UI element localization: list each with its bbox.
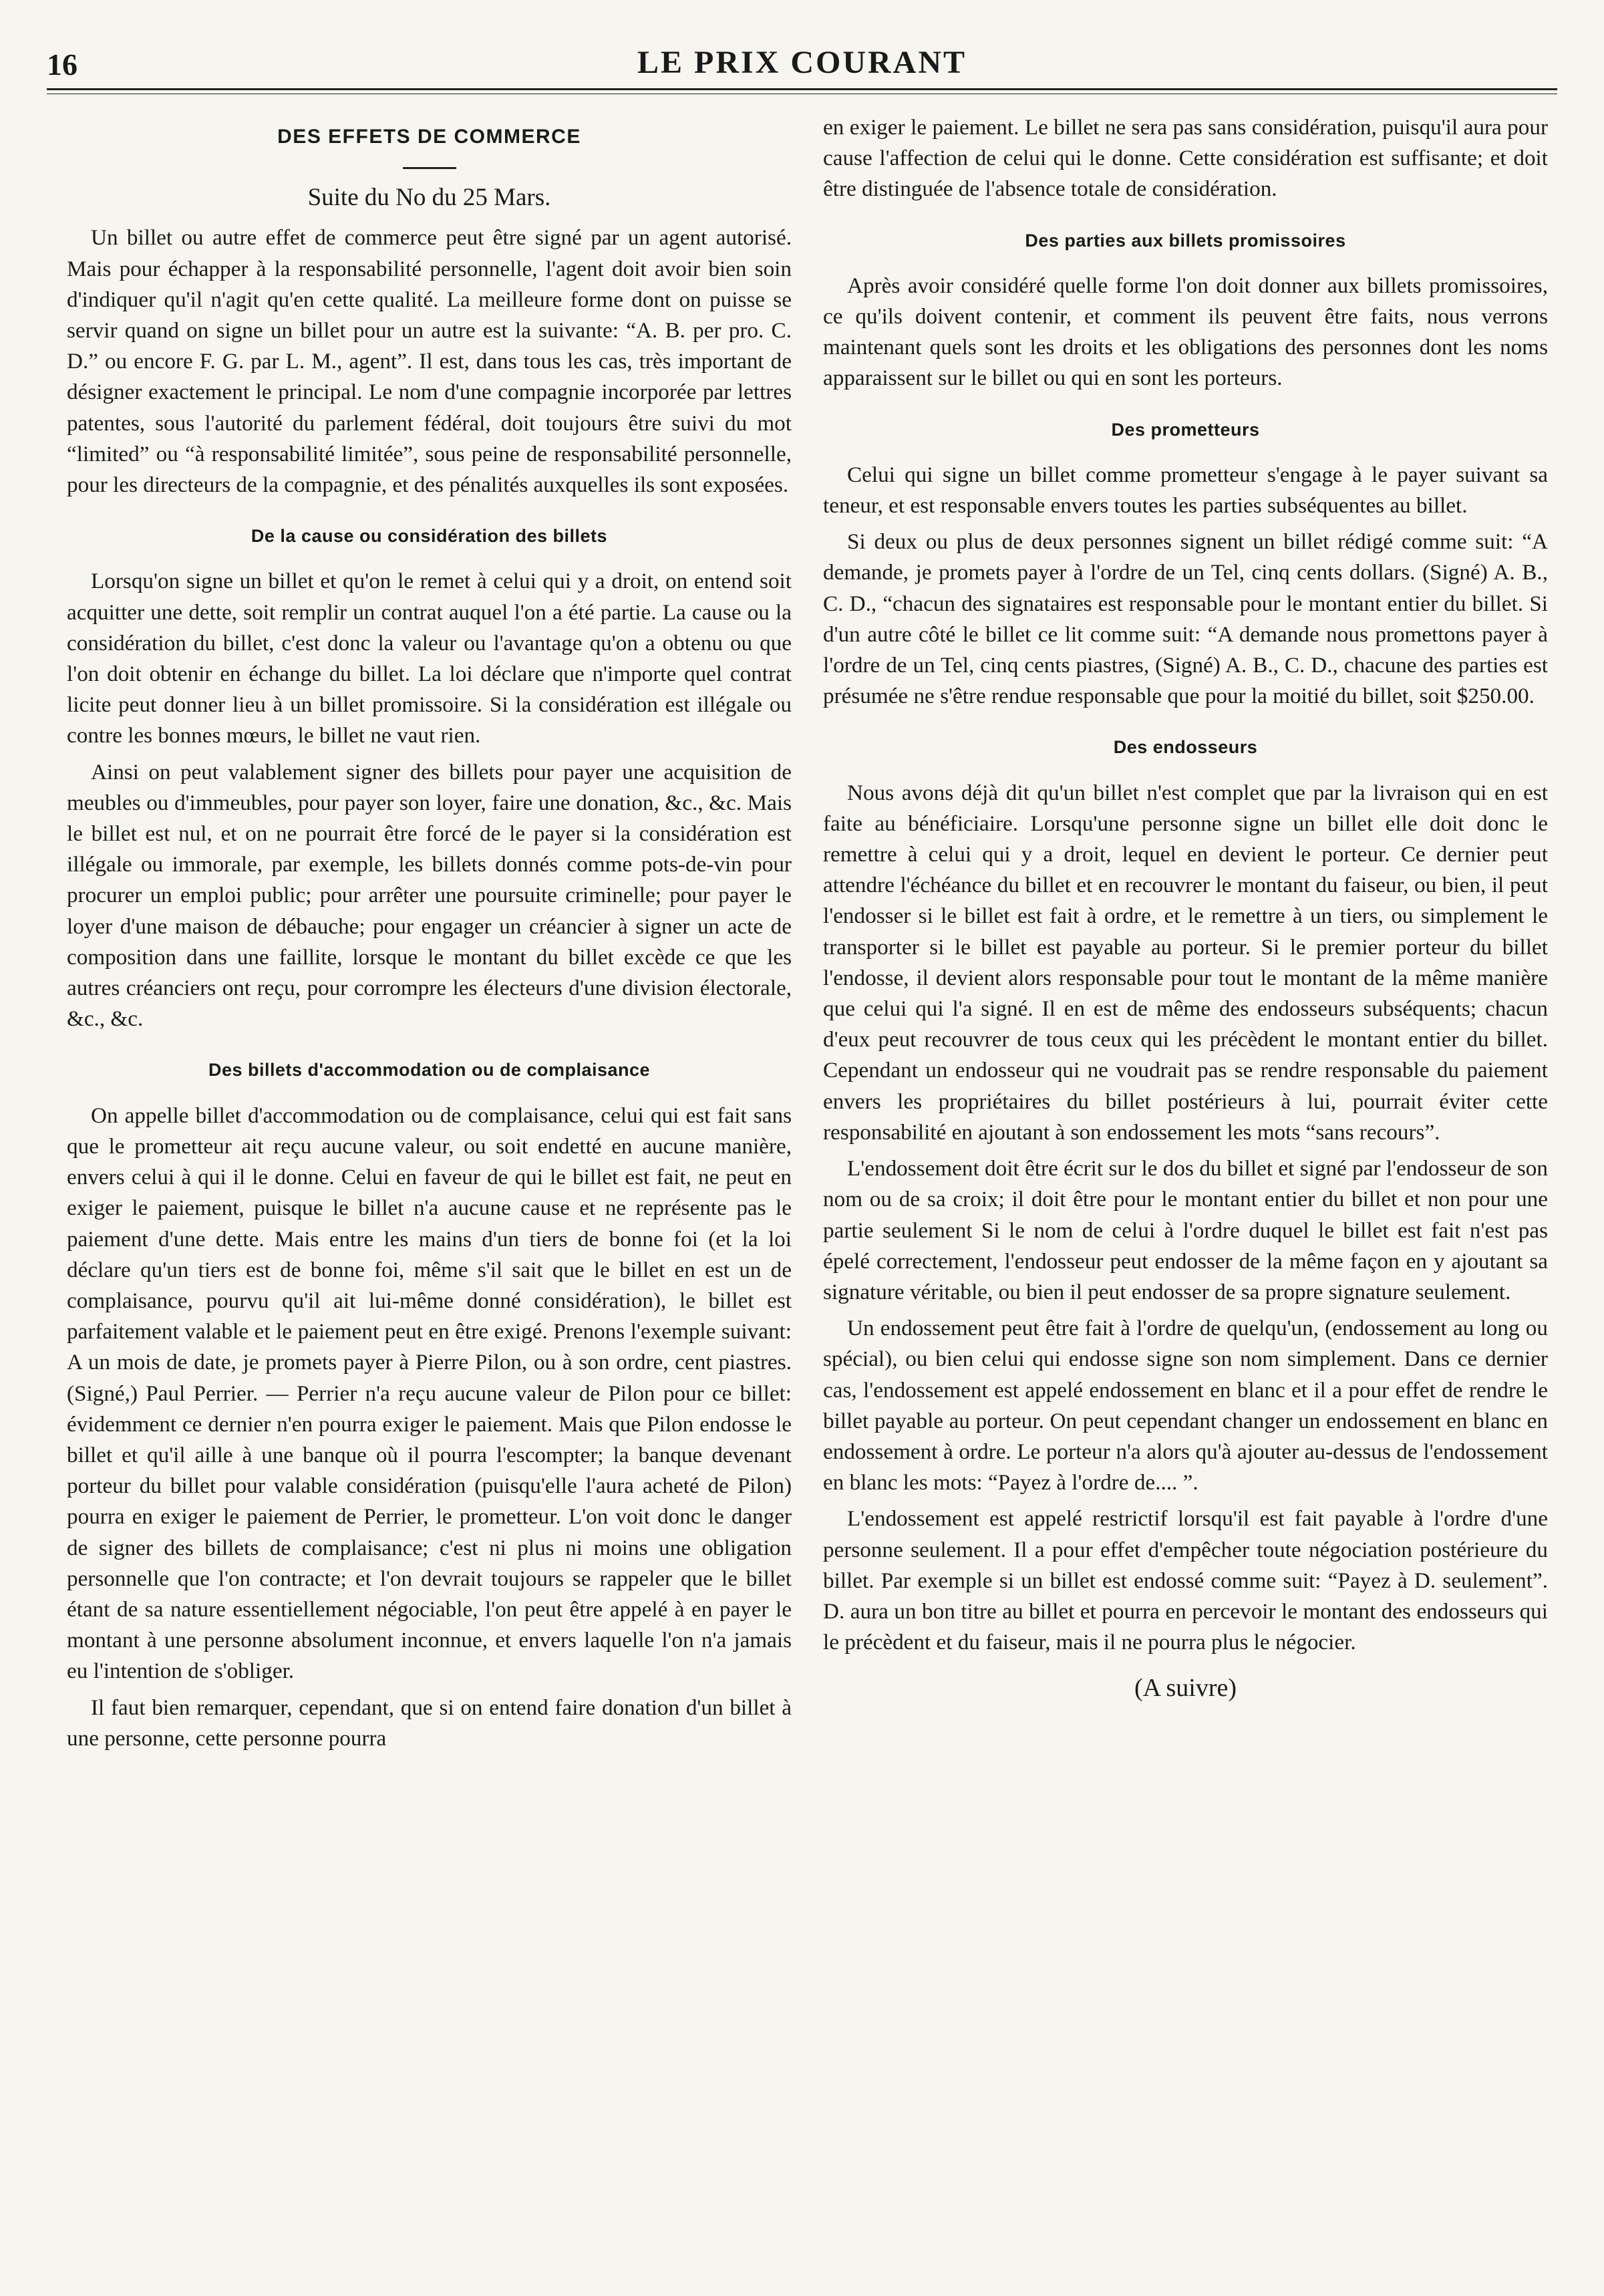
paragraph: Il faut bien remarquer, cependant, que si on entend faire donation d'un billet à une personne, cette personne pourra — [67, 1695, 792, 1751]
section-heading-accommodation: Des billets d'accommodation ou de complaisance — [208, 1060, 651, 1081]
section-heading-cause: De la cause ou considération des billets — [251, 526, 608, 547]
title-dash — [403, 167, 456, 169]
section-heading-endosseurs: Des endosseurs — [1113, 737, 1258, 758]
paragraph: Celui qui signe un billet comme prometteur s'engage à le payer suivant sa teneur, et est responsable envers toutes les parties subséquentes au billet. — [823, 462, 1548, 519]
page-number: 16 — [47, 47, 77, 82]
left-column — [67, 112, 792, 1759]
header-rule — [47, 88, 1557, 94]
paragraph: Nous avons déjà dit qu'un billet n'est complet que par la livraison qui en est faite au bénéficiaire. Lorsqu'une personne signe un billet elle doit donc le remettre à celui qui y a droit, lequel en devient le porteur. Ce dernier peut attendre l'échéance du billet et en recouvrer le montant du faiseur, ou bien, il peut l'endosser si le billet est fait à ordre, et le remettre à un tiers, ou simplement le transporter si le billet est payable au porteur. Si le premier porteur du billet l'endosse, il devient alors responsable pour tout le montant de la même manière que celui qui l'a signé. Il en est de même des endosseurs subséquents; chacun d'eux peut recouvrer de tous ceux qui les précèdent le montant entier du billet. Cependant un endosseur qui ne voudrait pas se rendre responsable du paiement envers les propriétaires du billet postérieurs à lui, pourrait éviter cette responsabilité en ajoutant à son endossement les mots “sans recours”. — [823, 780, 1548, 1145]
right-column — [823, 112, 1548, 1704]
paragraph: L'endossement est appelé restrictif lorsqu'il est fait payable à l'ordre d'une personne seulement. Il a pour effet d'empêcher toute négociation postérieure du billet. Par exemple si un billet est endossé comme suit: “Payez à D. seulement”. D. aura un bon titre au billet et pourra en percevoir le montant des endosseurs qui le précèdent et du faiseur, mais il ne pourra plus le négocier. — [823, 1506, 1548, 1655]
paragraph: en exiger le paiement. Le billet ne sera pas sans considération, puisqu'il aura pour cause l'affection de celui qui le donne. Cette considération est suffisante; et doit être distinguée de l'absence totale de considération. — [823, 115, 1548, 202]
to-be-continued: (A suivre) — [1134, 1674, 1237, 1703]
paragraph: L'endossement doit être écrit sur le dos du billet et signé par l'endosseur de son nom ou de sa croix; il doit être pour le montant entier du billet et non pour une partie seulement Si le nom de celui à l'ordre duquel le billet est fait n'est pas épelé correctement, l'endosseur peut endosser de la même façon en y ajoutant sa signature véritable, ou bien il peut endosser de sa propre signature seulement. — [823, 1156, 1548, 1304]
paragraph: Lorsqu'on signe un billet et qu'on le remet à celui qui y a droit, on entend soit acquitter une dette, soit remplir un contrat auquel l'on a été partie. La cause ou la considération du billet, c'est donc la valeur ou l'avantage qu'on a obtenu ou que l'on doit obtenir en échange du billet. La loi déclare que n'importe quel contrat licite peut donner lieu à un billet promissoire. Si la considération est illégale ou contre les bonnes mœurs, le billet ne vaut rien. — [67, 569, 792, 748]
paragraph: Ainsi on peut valablement signer des billets pour payer une acquisition de meubles ou d'immeubles, pour payer son loyer, faire une donation, &c., &c. Mais le billet est nul, et on ne pourrait être forcé de le payer si la considération est illégale ou immorale, par exemple, les billets donnés comme pots-de-vin pour procurer un emploi public; pour arrêter une poursuite criminelle; pour payer le loyer d'une maison de débauche; pour engager un créancier à signer un acte de composition dans une faillite, lorsque le montant du billet excède ce que les autres créanciers ont reçu, pour corrompre les électeurs d'une division électorale, &c., &c. — [67, 759, 792, 1032]
paragraph: On appelle billet d'accommodation ou de complaisance, celui qui est fait sans que le prometteur ait reçu aucune valeur, ou soit endetté en aucune manière, envers celui à qui il le donne. Celui en faveur de qui le billet est fait, ne peut en exiger le paiement, puisque le billet n'a aucune cause et ne représente pas le paiement d'une dette. Mais entre les mains d'un tiers de bonne foi (et la loi déclare qu'un tiers est de bonne foi, même s'il sait que le billet en est un de complaisance, pourvu qu'il ait lui-même donné considération), le billet est parfaitement valable et le paiement peut en être exigé. Prenons l'exemple suivant: A un mois de date, je promets payer à Pierre Pilon, ou à son ordre, cent piastres. (Signé,) Paul Perrier. — Perrier n'a reçu aucune valeur de Pilon pour ce billet: évidemment ce dernier n'en pourra exiger le paiement. Mais que Pilon endosse le billet et qu'il aille à une banque où il pourra l'escompter; la banque devenant porteur du billet pour valable considération (puisqu'elle l'aura acheté de Pilon) pourra en exiger le paiement de Perrier, le prometteur. L'on voit donc le danger de signer des billets de complaisance; c'est ni plus ni moins une obligation personnelle que l'on contracte; et l'on devrait toujours se rappeler que le billet étant de sa nature essentiellement négociable, l'on peut être appelé à en payer le montant à une personne absolument inconnue, et envers laquelle l'on n'a jamais eu l'intention de s'obliger. — [67, 1103, 792, 1684]
paragraph: Si deux ou plus de deux personnes signent un billet rédigé comme suit: “A demande, je promets payer à l'ordre de un Tel, cinq cents dollars. (Signé) A. B., C. D., “chacun des signataires est responsable pour le montant entier du billet. Si d'un autre côté le billet ce lit comme suit: “A demande nous promettons payer à l'ordre de un Tel, cinq cents piastres, (Signé) A. B., C. D., chacune des parties est présumée ne s'être rendue responsable que pour la moitié du billet, soit $250.00. — [823, 529, 1548, 709]
paragraph: Après avoir considéré quelle forme l'on doit donner aux billets promissoires, ce qu'ils doivent contenir, et comment ils peuvent être faits, nous verrons maintenant quels sont les droits et les obligations des personnes dont les noms apparaissent sur le billet ou qui en sont les porteurs. — [823, 273, 1548, 391]
article-subtitle: Suite du No du 25 Mars. — [307, 184, 551, 212]
section-heading-parties: Des parties aux billets promissoires — [1025, 230, 1346, 251]
article-title: DES EFFETS DE COMMERCE — [277, 126, 581, 148]
journal-title: LE PRIX COURANT — [637, 45, 967, 80]
paragraph: Un endossement peut être fait à l'ordre de quelqu'un, (endossement au long ou spécial), ou bien celui qui endosse signe son nom simplement. Dans ce dernier cas, l'endossement est appelé endossement en blanc et il a pour effet de rendre le billet payable au porteur. On peut cependant changer un endossement en blanc en endossement à ordre. Le porteur n'a alors qu'à ajouter au-dessus de l'endossement en blanc les mots: “Payez à l'ordre de.... ”. — [823, 1316, 1548, 1495]
paragraph: Un billet ou autre effet de commerce peut être signé par un agent autorisé. Mais pour échapper à la responsabilité personnelle, l'agent doit avoir bien soin d'indiquer qu'il n'agit qu'en cette qualité. La meilleure forme dont on puisse se servir quand on signe un billet pour un autre est la suivante: “A. B. per pro. C. D.” ou encore F. G. par L. M., agent”. Il est, dans tous les cas, très important de désigner exactement le principal. Le nom d'une compagnie incorporée par lettres patentes, sous l'autorité du parlement fédéral, doit toujours être suivi du mot “limited” ou “à responsabilité limitée”, sous peine de responsabilité personnelle, pour les directeurs de la compagnie, et des pénalités auxquelles ils sont exposées. — [67, 225, 792, 498]
section-heading-prometteurs: Des prometteurs — [1111, 419, 1260, 440]
